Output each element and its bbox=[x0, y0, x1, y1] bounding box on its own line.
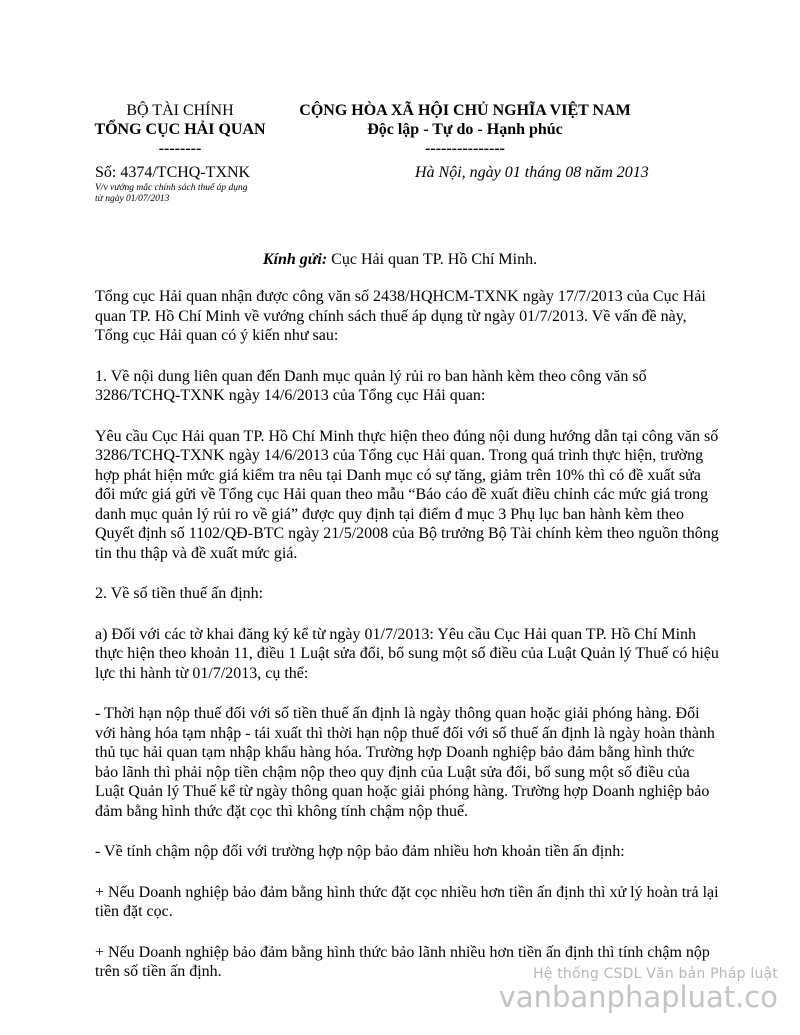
country-name: CỘNG HÒA XÃ HỘI CHỦ NGHĨA VIỆT NAM bbox=[299, 102, 631, 119]
body-paragraph: a) Đối với các tờ khai đăng ký kể từ ngày 01/7/2013: Yêu cầu Cục Hải quan TP. Hồ Chí Minh thực hiện theo khoản 11, điều 1 Luật sửa đổi, bổ sung một số điều của Luật Quản lý Thuế có hiệu lực thi hành từ 01/7/2013, cụ thể: bbox=[95, 625, 719, 682]
body-paragraph: - Về tính chậm nộp đối với trường hợp nộp bảo đảm nhiều hơn khoản tiền ấn định: bbox=[95, 843, 625, 860]
body-paragraph: Yêu cầu Cục Hải quan TP. Hồ Chí Minh thực hiện theo đúng nội dung hướng dẫn tại công văn số 3286/TCHQ-TXNK ngày 14/6/2013 của Tổng cục Hải quan. Trong quá trình thực hiện, trường hợp phát hiện mức giá kiểm tra nêu tại Danh mục có sự tăng, giảm trên 10% thì có đề xuất sửa đổi mức giá gửi về Tổng cục Hải quan theo mẫu “Báo cáo đề xuất điều chỉnh các mức giá trong danh mục quản lý rủi ro về giá” được quy định tại điểm đ mục 3 Phụ lục ban hành kèm theo Quyết định số 1102/QĐ-BTC ngày 21/5/2008 của Bộ trưởng Bộ Tài chính kèm theo nguồn thông tin thu thập và đề xuất mức giá. bbox=[95, 427, 719, 562]
subject-line: từ ngày 01/07/2013 bbox=[95, 194, 170, 204]
left-divider: -------- bbox=[158, 140, 202, 157]
recipient-label: Kính gửi: bbox=[262, 251, 328, 268]
issue-date: Hà Nội, ngày 01 tháng 08 năm 2013 bbox=[415, 164, 649, 181]
watermark-caption: Hệ thống CSDL Văn bản Pháp luật bbox=[533, 966, 778, 982]
issuing-agency-block bbox=[80, 101, 280, 158]
document-body bbox=[95, 287, 720, 1003]
right-divider: --------------- bbox=[425, 140, 505, 157]
watermark-site: vanbanphapluat.co bbox=[498, 980, 778, 1014]
body-paragraph: - Thời hạn nộp thuế đối với số tiền thuế ấn định là ngày thông quan hoặc giải phóng hàng. Đối với hàng hóa tạm nhập - tái xuất thì thời hạn nộp thuế đối với số thuế ấn định là ngày hoàn thành thủ tục hải quan tạm nhập khẩu hàng hóa. Trường hợp Doanh nghiệp bảo đảm bằng hình thức bảo lãnh thì phải nộp tiền chậm nộp theo quy định của Luật sửa đổi, bổ sung một số điều của Luật Quản lý Thuế kể từ ngày thông quan hoặc giải phóng hàng. Trường hợp Doanh nghiệp bảo đảm bằng hình thức đặt cọc thì không tính chậm nộp thuế. bbox=[95, 705, 715, 820]
body-paragraph: Tổng cục Hải quan nhận được công văn số 2438/HQHCM-TXNK ngày 17/7/2013 của Cục Hải quan TP. Hồ Chí Minh về vướng chính sách thuế áp dụng từ ngày 01/7/2013. Về vấn đề này, Tổng cục Hải quan có ý kiến như sau: bbox=[95, 288, 706, 344]
body-paragraph: 2. Về số tiền thuế ấn định: bbox=[95, 585, 264, 602]
national-title-block bbox=[270, 101, 660, 158]
body-paragraph: 1. Về nội dung liên quan đến Danh mục quản lý rủi ro ban hành kèm theo công văn số 3286/TCHQ-TXNK ngày 14/6/2013 của Tổng cục Hải quan: bbox=[95, 367, 647, 404]
ministry-name: BỘ TÀI CHÍNH bbox=[126, 102, 234, 119]
department-name: TỔNG CỤC HẢI QUAN bbox=[94, 121, 266, 138]
document-number: Số: 4374/TCHQ-TXNK bbox=[95, 164, 251, 181]
recipient-line bbox=[0, 251, 800, 269]
body-paragraph: + Nếu Doanh nghiệp bảo đảm bằng hình thức bảo lãnh nhiều hơn tiền ấn định thì tính chậm nộp trên số tiền ấn định. bbox=[95, 943, 710, 980]
document-subject bbox=[95, 183, 285, 205]
national-motto: Độc lập - Tự do - Hạnh phúc bbox=[367, 121, 563, 138]
body-paragraph: + Nếu Doanh nghiệp bảo đảm bằng hình thức đặt cọc nhiều hơn tiền ấn định thì xử lý hoàn trả lại tiền đặt cọc. bbox=[95, 883, 719, 920]
subject-line: V/v vướng mắc chính sách thuế áp dụng bbox=[95, 183, 248, 193]
recipient-name: Cục Hải quan TP. Hồ Chí Minh. bbox=[327, 251, 538, 268]
